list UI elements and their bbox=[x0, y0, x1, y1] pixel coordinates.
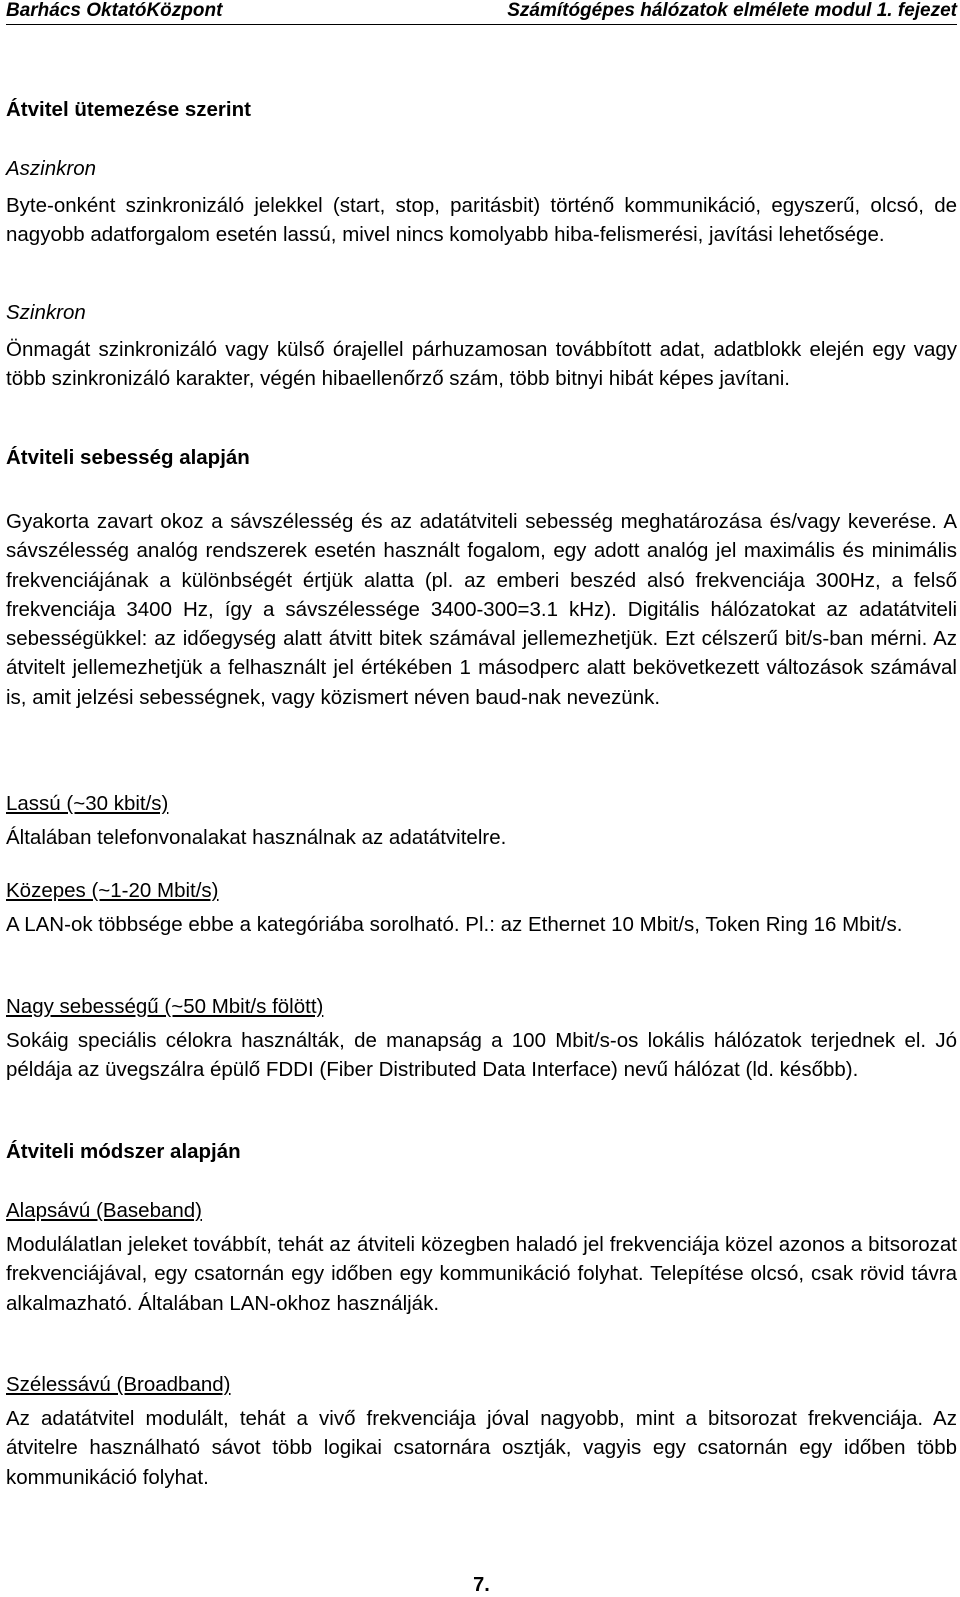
subheading-slow: Lassú (~30 kbit/s) bbox=[6, 792, 169, 815]
subheading-sync: Szinkron bbox=[6, 301, 86, 324]
section-title-speed: Átviteli sebesség alapján bbox=[6, 446, 250, 469]
paragraph-async: Byte-onként szinkronizáló jelekkel (start, stop, paritásbit) történő kommunikáció, egyszerű, olcsó, de nagyobb adatforgalom esetén lassú, mivel nincs komolyabb hiba-felismerési, javítási lehetősége. bbox=[6, 194, 957, 247]
subheading-fast: Nagy sebességű (~50 Mbit/s fölött) bbox=[6, 995, 324, 1018]
header-course-title: Számítógépes hálózatok elmélete modul 1. fejezet bbox=[507, 0, 957, 21]
paragraph-slow: Általában telefonvonalakat használnak az adatátvitelre. bbox=[6, 826, 507, 849]
subheading-broadband: Szélessávú (Broadband) bbox=[6, 1373, 231, 1396]
page-header bbox=[6, 0, 957, 25]
subheading-async: Aszinkron bbox=[6, 157, 97, 180]
section-title-method: Átviteli módszer alapján bbox=[6, 1140, 241, 1163]
paragraph-baseband: Modulálatlan jeleket továbbít, tehát az átviteli közegben haladó jel frekvenciája közel azonos a bitsorozat frekvenciájával, egy csatornán egy időben egy kommunikáció folyhat. Telepítése olcsó, csak rövid távra alkalmazható. Általában LAN-okhoz használják. bbox=[6, 1233, 957, 1315]
paragraph-speed-intro: Gyakorta zavart okoz a sávszélesség és az adatátviteli sebesség meghatározása és/vagy keverése. A sávszélesség analóg rendszerek esetén használt fogalom, egy adott analóg jel maximális és minimális frekvenciájának a különbségét értjük alatta (pl. az emberi beszéd alsó frekvenciája 300Hz, a felső frekvenciája 3400 Hz, így a sávszélessége 3400-300=3.1 kHz). Digitális hálózatokat az adatátviteli sebességükkel: az időegység alatt átvitt bitek számával jellemezhetjük. Ezt célszerű bit/s-ban mérni. Az átvitelt jellemezhetjük a felhasznált jel értékében 1 másodperc alatt bekövetkezett változások számával is, amit jelzési sebességnek, vagy közismert néven baud-nak nevezünk. bbox=[6, 510, 957, 709]
paragraph-medium: A LAN-ok többsége ebbe a kategóriába sorolható. Pl.: az Ethernet 10 Mbit/s, Token Ring 16 Mbit/s. bbox=[6, 913, 903, 936]
section-title-scheduling: Átvitel ütemezése szerint bbox=[6, 98, 251, 121]
page-number: 7. bbox=[473, 1574, 490, 1596]
subheading-baseband: Alapsávú (Baseband) bbox=[6, 1199, 203, 1222]
paragraph-fast: Sokáig speciális célokra használták, de manapság a 100 Mbit/s-os lokális hálózatok terjednek el. Jó példája az üvegszálra épülő FDDI (Fiber Distributed Data Interface) nevű hálózat (ld. később). bbox=[6, 1029, 957, 1082]
paragraph-broadband: Az adatátvitel modulált, tehát a vivő frekvenciája jóval nagyobb, mint a bitsorozat frekvenciája. Az átvitelre használható sávot több logikai csatornára osztják, vagyis egy csatornán egy időben több kommunikáció folyhat. bbox=[6, 1407, 957, 1489]
paragraph-sync: Önmagát szinkronizáló vagy külső órajellel párhuzamosan továbbított adat, adatblokk elején egy vagy több szinkronizáló karakter, végén hibaellenőrző szám, több bitnyi hibát képes javítani. bbox=[6, 338, 957, 391]
header-organization: Barhács OktatóKözpont bbox=[6, 0, 223, 21]
subheading-medium: Közepes (~1-20 Mbit/s) bbox=[6, 879, 219, 902]
